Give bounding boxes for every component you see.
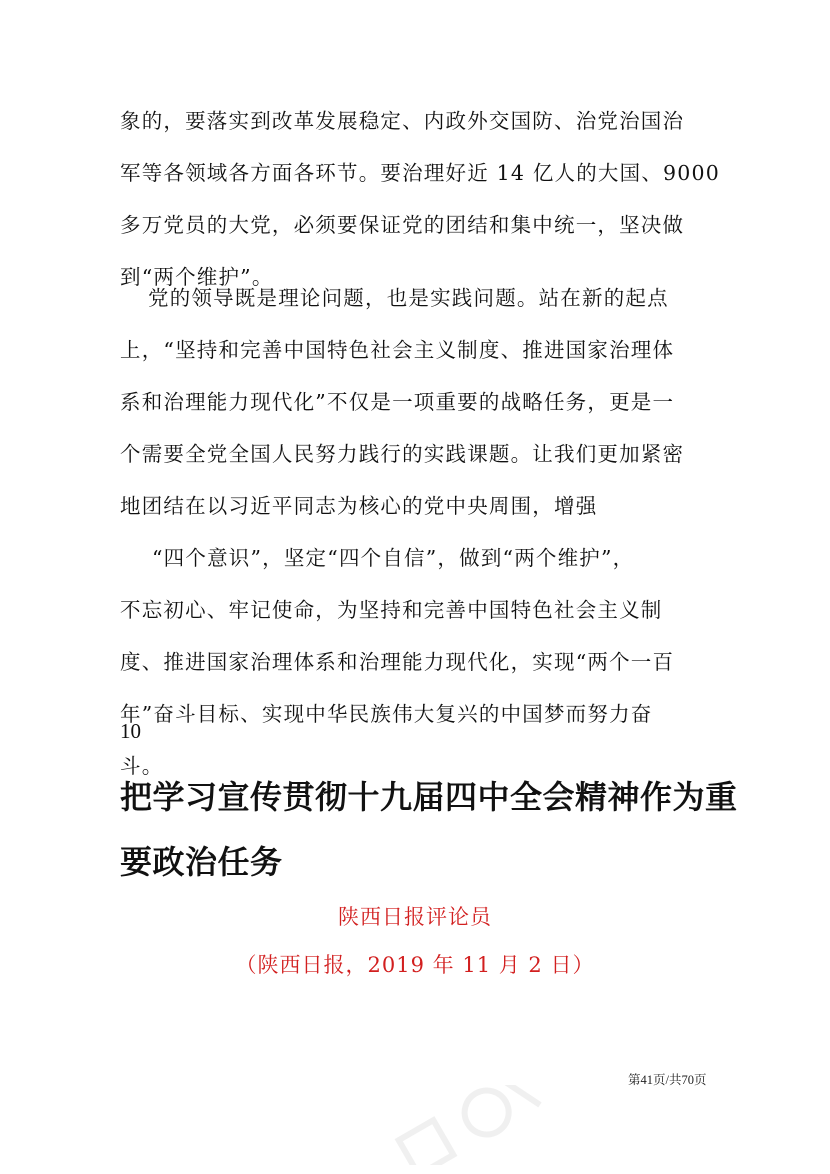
section-heading bbox=[120, 765, 740, 895]
page-indicator: 第41页/共70页 bbox=[628, 1073, 707, 1087]
watermark-logo-icon bbox=[380, 1085, 550, 1165]
byline-author: 陕西日报评论员 bbox=[338, 905, 492, 929]
paragraph-line: 象的，要落实到改革发展稳定、内政外交国防、治党治国治 bbox=[120, 109, 685, 133]
paragraph-line: 地团结在以习近平同志为核心的党中央周围，增强 bbox=[120, 494, 598, 518]
paragraph-line: 度、推进国家治理体系和治理能力现代化，实现“两个一百 bbox=[120, 650, 675, 674]
section-number: 10 bbox=[120, 719, 141, 743]
paragraph-line: 党的领导既是理论问题，也是实践问题。站在新的起点 bbox=[148, 286, 669, 310]
paragraph-2 bbox=[120, 272, 720, 792]
paragraph-line: 不忘初心、牢记使命，为坚持和完善中国特色社会主义制 bbox=[120, 598, 663, 622]
paragraph-line: 到“两个维护”。 bbox=[120, 265, 274, 289]
heading-line: 把学习宣传贯彻十九届四中全会精神作为重 bbox=[120, 778, 738, 816]
paragraph-line: 多万党员的大党，必须要保证党的团结和集中统一，坚决做 bbox=[120, 213, 685, 237]
paragraph-line: 军等各领域各方面各环节。要治理好近 14 亿人的大国、9000 bbox=[120, 161, 720, 185]
paragraph-line: 个需要全党全国人民努力践行的实践课题。让我们更加紧密 bbox=[120, 442, 685, 466]
paragraph-line: “四个意识”，坚定“四个自信”，做到“两个维护”， bbox=[152, 546, 635, 570]
byline-source: （陕西日报，2019 年 11 月 2 日） bbox=[235, 953, 595, 977]
paragraph-line: 斗。 bbox=[120, 754, 164, 778]
paragraph-line: 年”奋斗目标、实现中华民族伟大复兴的中国梦而努力奋 bbox=[120, 702, 653, 726]
paragraph-line: 系和治理能力现代化”不仅是一项重要的战略任务，更是一 bbox=[120, 390, 675, 414]
heading-line: 要政治任务 bbox=[120, 843, 283, 881]
paragraph-line: 上，“坚持和完善中国特色社会主义制度、推进国家治理体 bbox=[120, 338, 675, 362]
